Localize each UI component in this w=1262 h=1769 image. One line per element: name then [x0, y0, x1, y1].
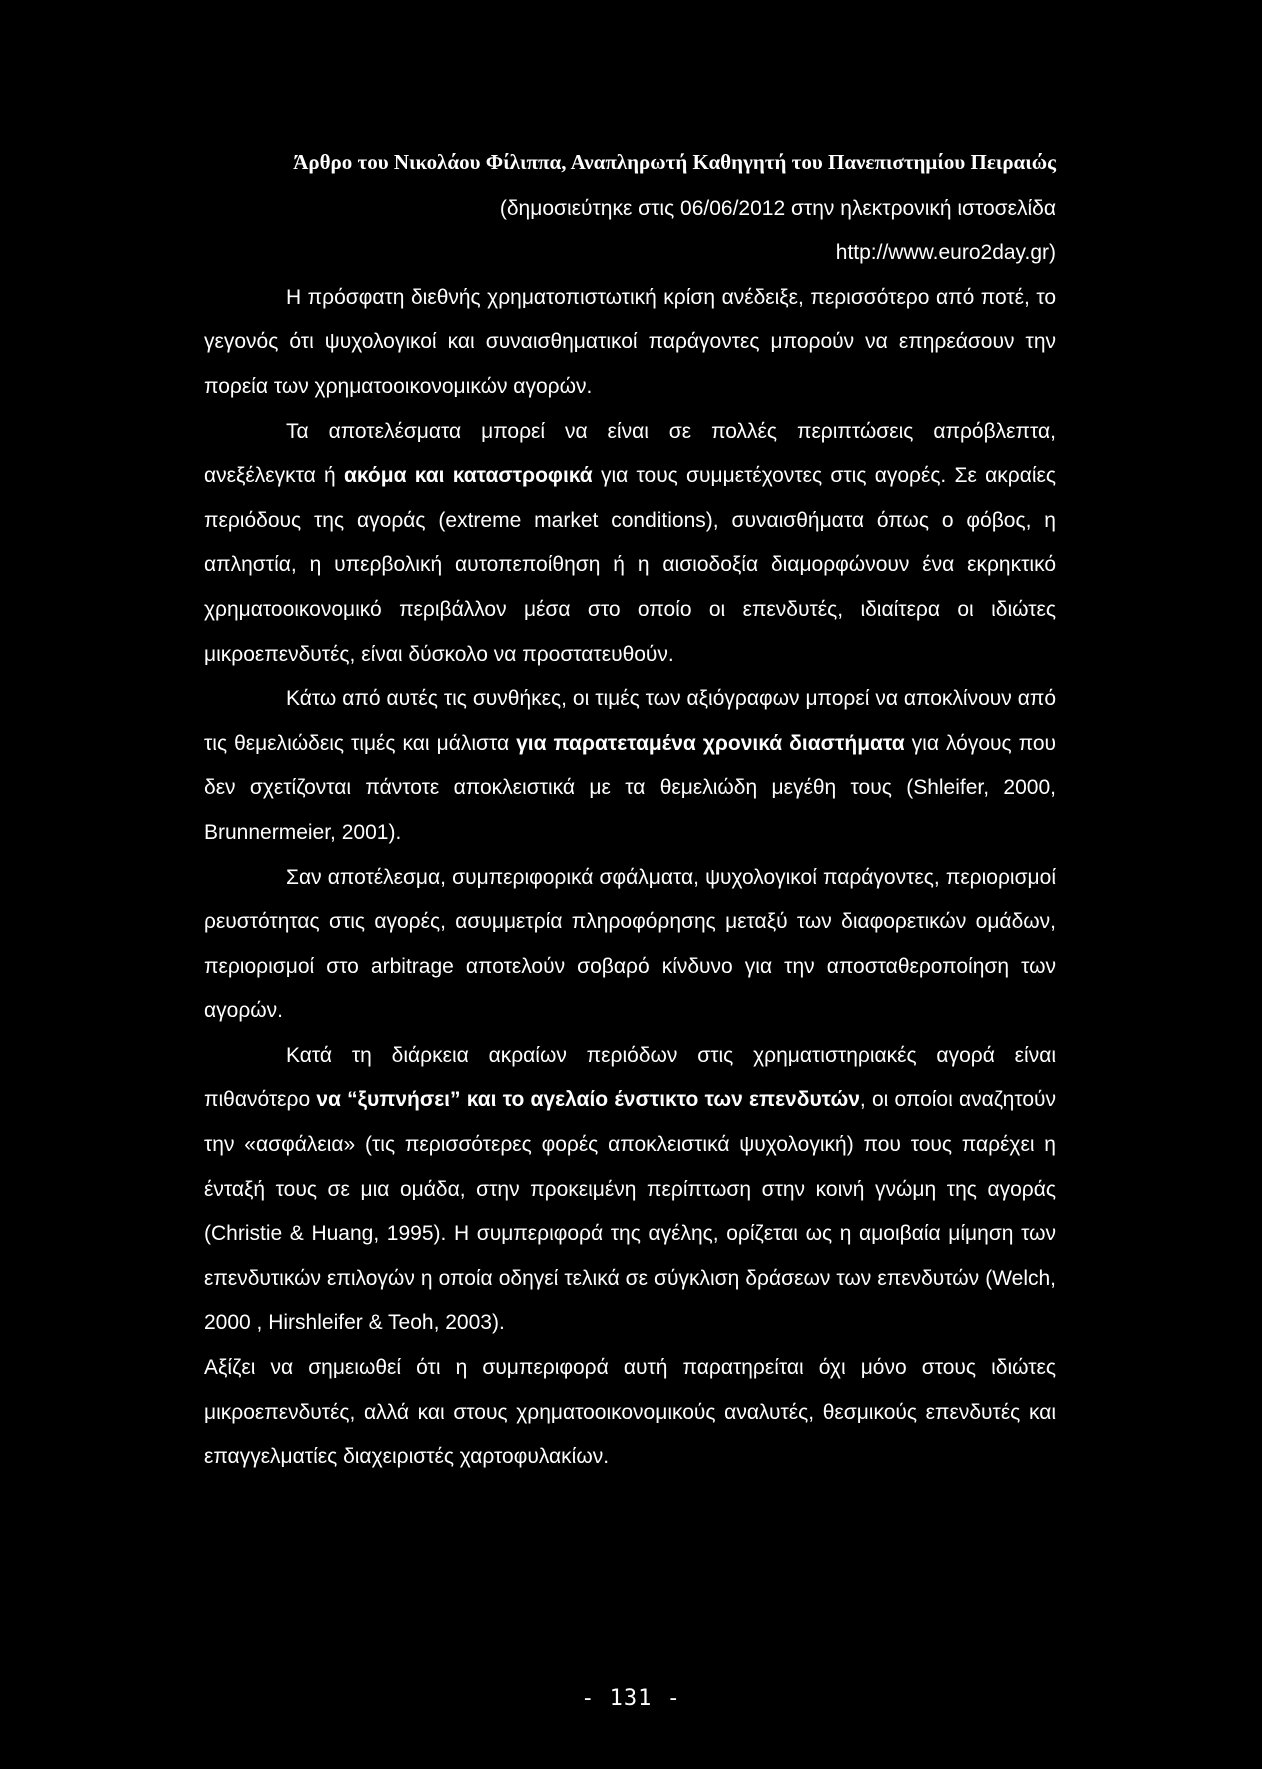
paragraph-3	[204, 677, 1056, 855]
paragraph-2-emphasis: ακόμα και καταστροφικά	[343, 464, 593, 488]
title-publication-note: (δημοσιεύτηκε στις 06/06/2012 στην ηλεκτρονική ιστοσελίδα	[499, 196, 1056, 220]
paragraph-5-text-a: Κατά τη διάρκεια ακραίων περιόδων στις χρηματιστηριακές αγορά είναι πιθανότερο	[204, 1043, 1056, 1112]
paragraph-5-text-c: , οι οποίοι αναζητούν την «ασφάλεια» (τις περισσότερες φορές αποκλειστικά ψυχολογική) που τους παρέχει η ένταξή τους σε μια ομάδα, στην προκειμένη περίπτωση στην κοινή γνώμη της αγοράς (Christie & Huang, 1995). Η συμπεριφορά της αγέλης, ορίζεται ως η αμοιβαία μίμηση των επενδυτικών επιλογών η οποία οδηγεί τελικά σε σύγκλιση δράσεων των επενδυτών (Welch, 2000 , Hirshleifer & Teoh, 2003).	[204, 1088, 1057, 1335]
paragraph-3-text-a: Κάτω από αυτές τις συνθήκες, οι τιμές των αξιόγραφων μπορεί να αποκλίνουν από τις θεμελιώδεις τιμές και μάλιστα	[204, 687, 1056, 755]
title-bold: Άρθρο του Νικολάου Φίλιππα, Αναπληρωτή Καθηγητή του Πανεπιστημίου Πειραιώς	[293, 150, 1056, 174]
page-number: - 131 -	[581, 1686, 681, 1711]
paragraph-2-text-a: Τα αποτελέσματα μπορεί να είναι σε πολλές περιπτώσεις απρόβλεπτα, ανεξέλεγκτα ή	[204, 419, 1056, 488]
paragraph-2	[204, 410, 1056, 678]
paragraph-3-emphasis: για παρατεταμένα χρονικά διαστήματα	[516, 731, 905, 755]
paragraph-4: Σαν αποτέλεσμα, συμπεριφορικά σφάλματα, ψυχολογικοί παράγοντες, περιορισμοί ρευστότητας στις αγορές, ασυμμετρία πληροφόρησης μεταξύ των διαφορετικών ομάδων, περιορισμοί στο arbitrage αποτελούν σοβαρό κίνδυνο για την αποσταθεροποίηση των αγορών.	[204, 865, 1056, 1023]
title-url: http://www.euro2day.gr)	[835, 241, 1056, 265]
paragraph-2-text-c: για τους συμμετέχοντες στις αγορές. Σε ακραίες περιόδους της αγοράς (extreme market conditions), συναισθήματα όπως ο φόβος, η απληστία, η υπερβολική αυτοπεποίθηση ή η αισιοδοξία διαμορφώνουν ένα εκρηκτικό χρηματοοικονομικό περιβάλλον μέσα στο οποίο οι επενδυτές, ιδιαίτερα οι ιδιώτες μικροεπενδυτές, είναι δύσκολο να προστατευθούν.	[204, 464, 1056, 666]
paragraph-5-emphasis: να “ξυπνήσει” και το αγελαίο ένστικτο των επενδυτών	[316, 1088, 860, 1112]
paragraph-5	[204, 1034, 1056, 1346]
paragraph-3-text-c: για λόγους που δεν σχετίζονται πάντοτε αποκλειστικά με τα θεμελιώδη μεγέθη τους (Shleifer, 2000, Brunnermeier, 2001).	[204, 731, 1056, 844]
document-body	[204, 140, 1056, 1480]
article-title	[204, 140, 1056, 276]
paragraph-1: Η πρόσφατη διεθνής χρηματοπιστωτική κρίση ανέδειξε, περισσότερο από ποτέ, το γεγονός ότι ψυχολογικοί και συναισθηματικοί παράγοντες μπορούν να επηρεάσουν την πορεία των χρηματοοικονομικών αγορών.	[204, 285, 1056, 398]
paragraph-6: Αξίζει να σημειωθεί ότι η συμπεριφορά αυτή παρατηρείται όχι μόνο στους ιδιώτες μικροεπενδυτές, αλλά και στους χρηματοοικονομικούς αναλυτές, θεσμικούς επενδυτές και επαγγελματίες διαχειριστές χαρτοφυλακίων.	[204, 1356, 1056, 1469]
